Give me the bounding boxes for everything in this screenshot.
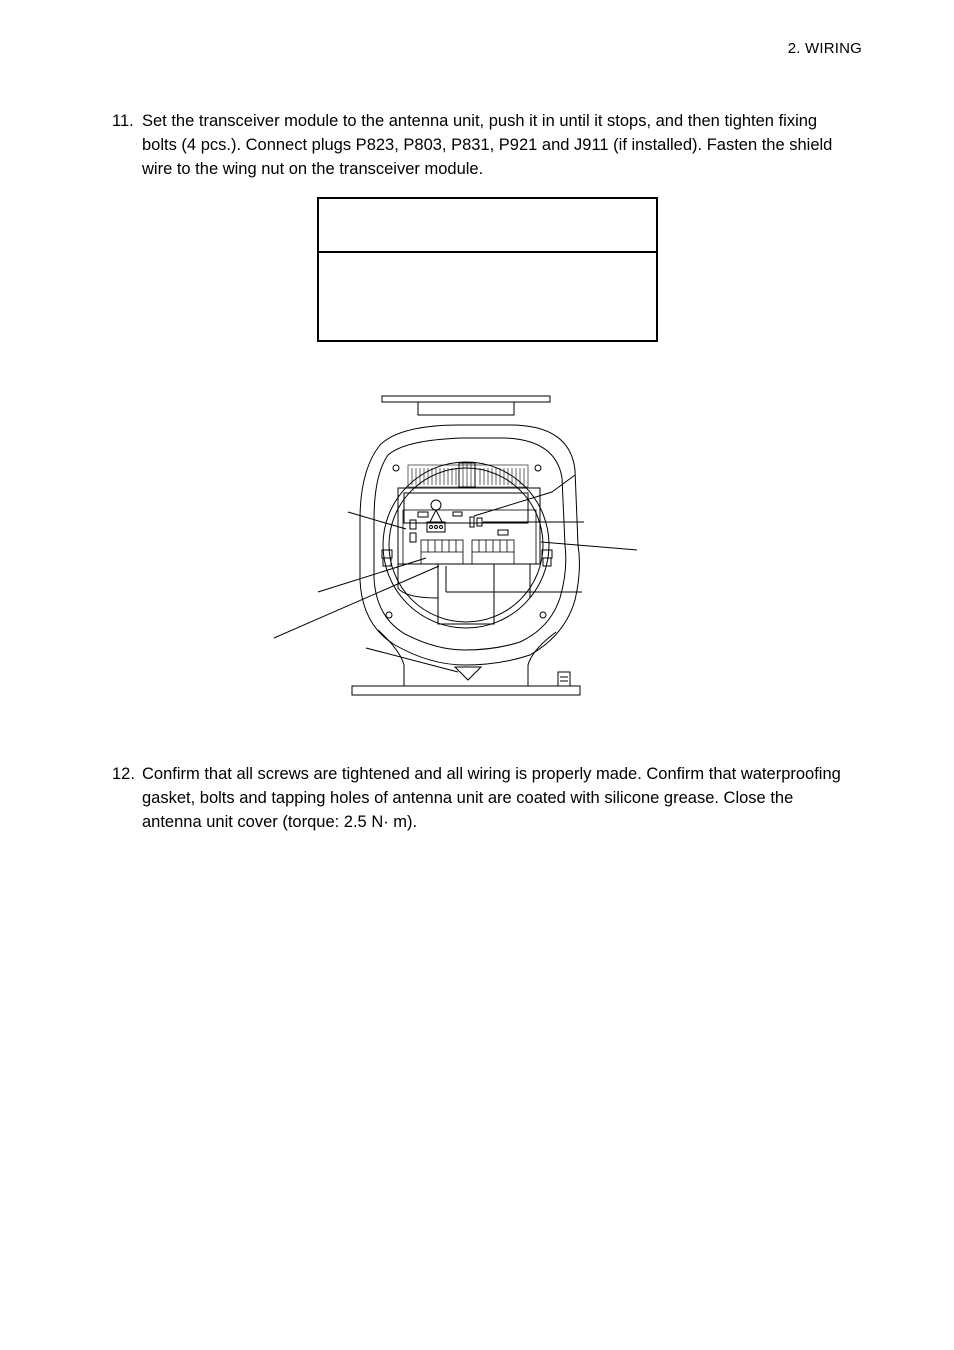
- terminal-block-right: [472, 540, 514, 564]
- transceiver-module: [398, 488, 540, 564]
- ground-mark: [455, 667, 481, 680]
- housing-opening: [383, 462, 549, 628]
- ground-terminal: [558, 672, 570, 686]
- top-mounting-plate: [382, 396, 550, 415]
- leader-lines: [274, 475, 637, 672]
- screw-holes: [386, 465, 546, 618]
- housing-opening-inner: [389, 468, 543, 622]
- instruction-step-12: [112, 762, 852, 834]
- note-box: [317, 197, 658, 342]
- heat-sink-fins: [408, 463, 528, 487]
- step-text: Confirm that all screws are tightened and all wiring is properly made. Confirm that waterproofing gasket, bolts and tapping holes of antenna unit are coated with silicone grease. Close the antenna unit cover (torque: 2.5 N· m).: [142, 765, 841, 831]
- step-number: 11.: [112, 112, 134, 130]
- base-pedestal: [378, 630, 556, 686]
- cable-conduit: [398, 564, 530, 624]
- outer-housing: [360, 425, 579, 665]
- section-header: 2. WIRING: [787, 40, 862, 57]
- step-text: Set the transceiver module to the antenna unit, push it in until it stops, and then tighten fixing bolts (4 pcs.). Connect plugs P823, P803, P831, P921 and J911 (if installed). Fasten the shield wire to the wing nut on the transceiver module.: [142, 112, 833, 178]
- note-box-divider: [319, 251, 656, 253]
- instruction-step-11: [112, 109, 852, 181]
- inner-housing: [374, 438, 566, 650]
- fixing-bolts: [382, 550, 552, 566]
- terminal-block-left: [421, 540, 463, 564]
- step-number: 12.: [112, 765, 135, 783]
- base-plate: [352, 686, 580, 695]
